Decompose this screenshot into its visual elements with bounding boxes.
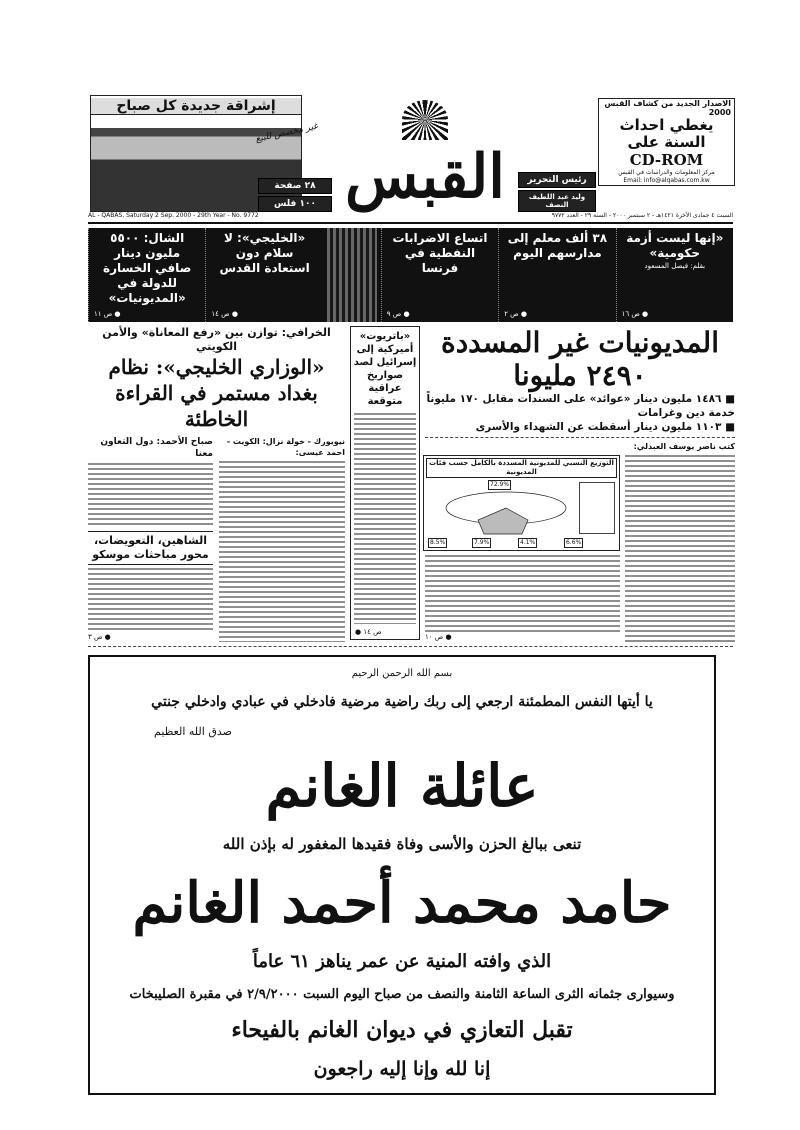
teaser-text: ٣٨ ألف معلم إلى مدارسهم اليوم	[507, 231, 608, 260]
teaser[interactable]	[381, 228, 498, 322]
promo-contact: مركز المعلومات والدراسات في القبس	[618, 169, 715, 176]
teaser[interactable]	[616, 228, 733, 322]
promo-box-cdrom	[598, 98, 735, 186]
promo-title: إشراقة جديدة كل صباح	[91, 98, 301, 115]
article-body	[88, 568, 213, 633]
promo-cdrom: CD-ROM	[629, 151, 704, 169]
slice-label: 7.9%	[474, 539, 490, 546]
page-ref: ● ص ٢	[504, 310, 527, 318]
funeral-line: وسيوارى جثمانه الثرى الساعة الثامنة والنصف من صباح اليوم السبت ٢/٩/٢٠٠٠ في مقبرة الصليبخات	[129, 987, 675, 1003]
closing-verse: إنا لله وإنا إليه راجعون	[313, 1058, 491, 1081]
pages-count: ٢٨ صفحة	[258, 178, 332, 194]
basmala: بسم الله الرحمن الرحيم	[351, 667, 453, 679]
price: ١٠٠ فلس	[258, 196, 332, 212]
announcement: تنعى ببالغ الحزن والأسى وفاة فقيدها المغفور له بإذن الله	[222, 835, 582, 854]
teaser-text: اتساع الاضرابات النفطية في فرنسا	[392, 231, 488, 275]
sun-emblem-icon	[402, 100, 448, 140]
dateline-arabic: السبت ٤ جمادى الآخرة ١٤٢١هـ - ٢ سبتمبر ٢٠٠٠ - السنة ٢٩ - العدد ٩٧٧٢	[551, 212, 733, 219]
deceased-name: حامد محمد أحمد الغانم	[132, 869, 672, 936]
promo-line: السنة على	[627, 133, 706, 151]
tagline: غير مخصص للبيع	[254, 121, 319, 145]
second-right-column	[219, 436, 345, 642]
teaser-photo	[327, 228, 377, 322]
second-dateline: نيويورك - خولة نزال: الكويت - احمد عيسى:	[226, 437, 345, 457]
divider	[88, 646, 733, 647]
sadaqa: صدق الله العظيم	[154, 724, 232, 738]
condolences-line: تقبل التعازي في ديوان الغانم بالفيحاء	[231, 1017, 573, 1044]
article-body	[425, 555, 620, 633]
obituary-ad	[88, 655, 716, 1095]
second-left-column	[88, 436, 213, 642]
newspaper-logo	[335, 100, 515, 218]
family-name: عائلة الغانم	[265, 752, 539, 821]
promo-email: Email: info@alqabas.com.kw	[623, 177, 710, 184]
lead-subhead: ■ ١٤٨٦ مليون دينار «عوائد» على السندات مقابل ١٧٠ مليوناً خدمة دين وغرامات	[426, 393, 735, 419]
page-ref: ● ص ١٤	[211, 310, 238, 318]
box-headline[interactable]: الشاهين، التعويضات، محور مباحثات موسكو	[88, 531, 213, 565]
second-story	[88, 326, 345, 642]
article-body	[219, 461, 345, 642]
promo-header: الاصدار الجديد من كشاف القبس 2000	[604, 99, 731, 117]
teaser[interactable]	[498, 228, 615, 322]
chart-legend	[579, 482, 615, 534]
page-ref: ● ص ٩	[386, 310, 410, 318]
slice-label: 72.9%	[490, 481, 510, 488]
pie-chart-box	[423, 455, 620, 551]
side-headline[interactable]: «باتريوت» أميركية إلى إسرائيل لصد صواريخ عراقية متوقعة	[353, 331, 417, 407]
teaser[interactable]	[88, 228, 205, 322]
lead-byline: كتب ناصر يوسف العبدلي:	[633, 442, 735, 451]
article-body	[88, 463, 213, 528]
editor-name: وليد عبد اللطيف النصف	[518, 190, 596, 212]
age-line: الذي وافته المنية عن عمر يناهز ٦١ عاماً	[252, 951, 552, 973]
lead-subhead: ■ ١١٠٣ مليون دينار أسقطت عن الشهداء والأسرى	[475, 421, 735, 433]
second-body-row	[88, 436, 345, 642]
editor-boxes	[518, 172, 596, 212]
article-body	[625, 455, 735, 642]
dateline-bar	[88, 212, 733, 224]
slice-label: 4.1%	[520, 539, 536, 546]
pie-chart	[426, 488, 576, 538]
teaser-bar	[88, 228, 733, 322]
lead-body-row	[425, 455, 735, 642]
dateline-english: AL - QABAS, Saturday 2 Sep. 2000 - 29th Year - No. 9772	[88, 212, 259, 219]
page-ref: ● ص ١٠	[425, 633, 452, 641]
page-ref: ● ص ١٤	[355, 628, 382, 636]
teaser-text: «إنها ليست أزمة حكومية»	[626, 231, 724, 260]
lead-left-column	[425, 455, 620, 642]
teaser-text: «الخليجي»: لا سلام دون استعادة القدس	[219, 231, 310, 275]
second-kicker: الخرافي: توازن بين «رفع المعاناة» والأمن الكويتي	[102, 326, 331, 353]
quran-verse: يا أيتها النفس المطمئنة ارجعي إلى ربك راضية مرضية فادخلي في عبادي وادخلي جنتي	[151, 693, 653, 710]
second-subhead: صباح الأحمد: دول التعاون معنا	[100, 437, 213, 459]
teaser-text: الشال: ٥٥٠٠ مليون دينار صافي الخسارة للدولة في «المديونيات»	[103, 231, 192, 305]
page-ref: ● ص ٣	[88, 633, 111, 641]
logo-text: القبس	[345, 142, 505, 212]
promo-line: يغطي احداث	[619, 116, 714, 134]
slice-label: 6.6%	[566, 539, 582, 546]
page-ref: ● ص ١٦	[621, 310, 649, 318]
chart-title: التوزيع النسبي للمديونية المسددة بالكامل حسب فئات المديونية	[426, 458, 617, 478]
lead-headline[interactable]: المديونيات غير المسددة ٢٤٩٠ مليونا	[441, 326, 719, 392]
slice-label: 8.5%	[430, 539, 446, 546]
divider	[425, 437, 735, 438]
editor-label: رئيس التحرير	[518, 172, 596, 188]
side-story-box	[350, 326, 420, 640]
article-body	[354, 413, 416, 624]
lead-story	[425, 326, 735, 642]
teaser-byline: بقلم: فيصل المسعود	[644, 262, 706, 270]
teaser[interactable]	[205, 228, 322, 322]
chart-area	[424, 480, 619, 550]
second-headline[interactable]: «الوزاري الخليجي»: نظام بغداد مستمر في القراءة الخاطئة	[108, 355, 325, 431]
page-ref: ● ص ١١	[93, 310, 121, 318]
price-boxes	[258, 178, 332, 212]
